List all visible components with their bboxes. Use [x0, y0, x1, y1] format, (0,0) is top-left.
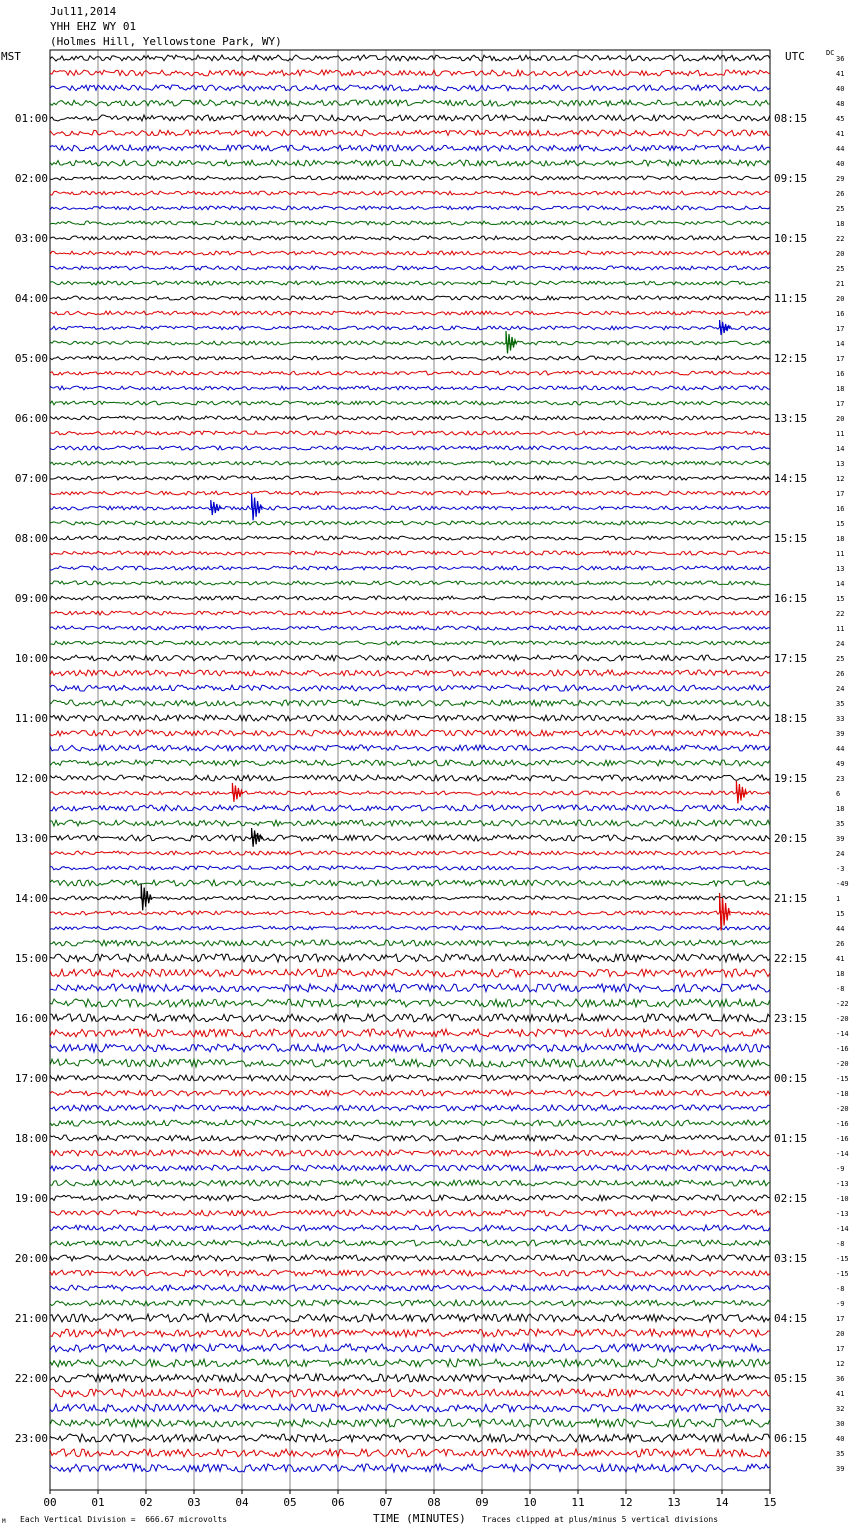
seismic-trace	[50, 835, 770, 841]
seismic-trace	[50, 130, 770, 136]
seismic-trace	[50, 176, 770, 180]
dc-offset-value: 26	[836, 940, 845, 948]
x-tick-label: 08	[427, 1496, 441, 1509]
x-tick-label: 02	[139, 1496, 153, 1509]
dc-offset-value: 24	[836, 850, 845, 858]
hour-label-mst: 15:00	[14, 952, 48, 965]
dc-offset-value: -20	[836, 1105, 849, 1113]
dc-offset-value: -20	[836, 1015, 849, 1023]
seismic-trace	[50, 1449, 770, 1457]
hour-label-utc: 10:15	[774, 232, 808, 245]
dc-offset-value: 20	[836, 415, 845, 423]
station-code: YHH EHZ WY 01	[50, 20, 137, 33]
x-tick-label: 06	[331, 1496, 345, 1509]
dc-offset-value: 18	[836, 970, 845, 978]
dc-offset-value: 39	[836, 835, 845, 843]
dc-offset-value: -8	[836, 1240, 845, 1248]
vertical-division-note: Each Vertical Division = 666.67 microvolts	[20, 1515, 228, 1524]
seismic-trace	[50, 1014, 770, 1022]
seismic-trace	[50, 1329, 770, 1337]
seismic-trace	[50, 1300, 770, 1306]
hour-label-mst: 18:00	[14, 1132, 48, 1145]
seismic-trace	[50, 1075, 770, 1081]
plot-frame	[50, 50, 770, 1490]
dc-offset-value: 25	[836, 205, 845, 213]
hour-label-utc: 20:15	[774, 832, 808, 845]
dc-offset-header: DC	[826, 49, 835, 57]
hour-label-mst: 19:00	[14, 1192, 48, 1205]
dc-offset-value: 22	[836, 235, 845, 243]
dc-offset-value: 13	[836, 460, 845, 468]
dc-offset-value: -13	[836, 1180, 849, 1188]
seismic-trace	[50, 1270, 770, 1276]
seismic-trace	[50, 326, 770, 330]
seismic-trace	[50, 775, 770, 781]
dc-offset-value: 45	[836, 115, 845, 123]
dc-offset-value: 15	[836, 595, 845, 603]
seismic-trace	[50, 506, 770, 510]
seismic-trace	[50, 341, 770, 345]
hour-label-mst: 04:00	[14, 292, 48, 305]
dc-offset-value: 41	[836, 130, 845, 138]
dc-offset-value: 20	[836, 250, 845, 258]
x-tick-label: 13	[667, 1496, 681, 1509]
seismic-trace	[50, 940, 770, 946]
hour-label-mst: 11:00	[14, 712, 48, 725]
logo-mark: M	[2, 1518, 6, 1525]
dc-offset-value: 21	[836, 280, 845, 288]
hour-label-utc: 02:15	[774, 1192, 808, 1205]
dc-offset-value: 15	[836, 520, 845, 528]
hour-label-mst: 20:00	[14, 1252, 48, 1265]
seismic-trace	[50, 1059, 770, 1067]
dc-offset-value: 25	[836, 655, 845, 663]
dc-offset-value: -15	[836, 1075, 849, 1083]
dc-offset-value: 18	[836, 535, 845, 543]
dc-offset-value: -9	[836, 1300, 845, 1308]
dc-offset-value: 40	[836, 85, 845, 93]
right-timezone-label: UTC	[785, 50, 805, 63]
hour-label-utc: 11:15	[774, 292, 808, 305]
seismic-trace	[50, 866, 770, 870]
dc-offset-value: -14	[836, 1225, 849, 1233]
dc-offset-value: 6	[836, 790, 841, 798]
x-tick-label: 11	[571, 1496, 585, 1509]
seismic-trace	[50, 1240, 770, 1246]
seismic-trace	[50, 851, 770, 855]
seismic-trace	[50, 896, 770, 900]
seismic-trace	[50, 70, 770, 76]
hour-label-utc: 08:15	[774, 112, 808, 125]
x-tick-label: 09	[475, 1496, 489, 1509]
seismic-trace	[50, 311, 770, 315]
dc-offset-value: 13	[836, 565, 845, 573]
dc-offset-value: 41	[836, 70, 845, 78]
hour-label-utc: 16:15	[774, 592, 808, 605]
hour-label-utc: 03:15	[774, 1252, 808, 1265]
hour-label-utc: 15:15	[774, 532, 808, 545]
dc-offset-value: 20	[836, 1330, 845, 1338]
hour-label-utc: 06:15	[774, 1432, 808, 1445]
seismic-trace	[50, 206, 770, 210]
seismic-trace	[50, 100, 770, 106]
seismic-trace	[50, 1135, 770, 1141]
seismic-trace	[50, 655, 770, 661]
seismic-trace	[50, 1105, 770, 1111]
seismic-trace	[50, 221, 770, 225]
seismic-event	[506, 331, 517, 354]
seismic-trace	[50, 356, 770, 360]
seismic-trace	[50, 911, 770, 915]
x-tick-label: 15	[763, 1496, 777, 1509]
seismic-trace	[50, 1150, 770, 1156]
dc-offset-value: -18	[836, 1090, 849, 1098]
dc-offset-value: 18	[836, 805, 845, 813]
seismic-trace	[50, 1029, 770, 1037]
seismic-trace	[50, 1464, 770, 1472]
seismic-trace	[50, 416, 770, 420]
dc-offset-value: -15	[836, 1255, 849, 1263]
hour-label-utc: 21:15	[774, 892, 808, 905]
seismic-trace	[50, 805, 770, 811]
hour-label-mst: 12:00	[14, 772, 48, 785]
hour-label-mst: 10:00	[14, 652, 48, 665]
seismic-trace	[50, 611, 770, 615]
seismic-trace	[50, 1344, 770, 1352]
x-tick-label: 12	[619, 1496, 633, 1509]
seismic-trace	[50, 880, 770, 886]
dc-offset-value: 40	[836, 160, 845, 168]
dc-offset-value: 40	[836, 1435, 845, 1443]
seismic-trace	[50, 1120, 770, 1126]
seismic-trace	[50, 984, 770, 992]
seismic-trace	[50, 281, 770, 285]
seismic-trace	[50, 820, 770, 826]
hour-label-mst: 05:00	[14, 352, 48, 365]
seismic-trace	[50, 1285, 770, 1291]
seismic-trace	[50, 626, 770, 630]
dc-offset-value: -10	[836, 1195, 849, 1203]
hour-label-utc: 01:15	[774, 1132, 808, 1145]
seismic-event	[736, 781, 747, 804]
hour-label-utc: 13:15	[774, 412, 808, 425]
seismic-trace	[50, 1434, 770, 1442]
seismic-trace	[50, 760, 770, 766]
seismic-trace	[50, 954, 770, 962]
dc-offset-value: 16	[836, 505, 845, 513]
seismic-trace	[50, 1180, 770, 1186]
dc-offset-value: 49	[836, 760, 845, 768]
hour-label-mst: 01:00	[14, 112, 48, 125]
dc-offset-value: -16	[836, 1135, 849, 1143]
seismic-trace	[50, 700, 770, 706]
dc-offset-value: 35	[836, 820, 845, 828]
dc-offset-value: 30	[836, 1420, 845, 1428]
seismic-trace	[50, 1210, 770, 1216]
dc-offset-value: 25	[836, 265, 845, 273]
x-tick-label: 10	[523, 1496, 537, 1509]
hour-label-mst: 21:00	[14, 1312, 48, 1325]
hour-label-utc: 19:15	[774, 772, 808, 785]
dc-offset-value: 41	[836, 955, 845, 963]
dc-offset-value: 16	[836, 370, 845, 378]
dc-offset-value: -49	[836, 880, 849, 888]
dc-offset-value: 39	[836, 730, 845, 738]
dc-offset-value: -20	[836, 1060, 849, 1068]
hour-label-mst: 06:00	[14, 412, 48, 425]
hour-label-utc: 22:15	[774, 952, 808, 965]
left-timezone-label: MST	[1, 50, 21, 63]
seismic-trace	[50, 401, 770, 405]
dc-offset-value: 15	[836, 910, 845, 918]
dc-offset-value: 12	[836, 475, 845, 483]
seismic-trace	[50, 926, 770, 930]
dc-offset-value: 17	[836, 400, 845, 408]
seismic-trace	[50, 999, 770, 1007]
seismic-event	[232, 783, 243, 802]
dc-offset-value: 23	[836, 775, 845, 783]
seismic-trace	[50, 596, 770, 600]
hour-label-mst: 13:00	[14, 832, 48, 845]
hour-label-mst: 17:00	[14, 1072, 48, 1085]
x-tick-label: 07	[379, 1496, 393, 1509]
dc-offset-value: 12	[836, 1360, 845, 1368]
seismic-trace	[50, 251, 770, 255]
seismic-trace	[50, 296, 770, 300]
dc-offset-value: 17	[836, 355, 845, 363]
dc-offset-value: 35	[836, 700, 845, 708]
seismic-trace	[50, 1359, 770, 1367]
station-location: (Holmes Hill, Yellowstone Park, WY)	[50, 35, 282, 48]
dc-offset-value: 36	[836, 1375, 845, 1383]
dc-offset-value: 17	[836, 325, 845, 333]
hour-label-mst: 22:00	[14, 1372, 48, 1385]
x-axis-title: TIME (MINUTES)	[373, 1512, 466, 1525]
hour-label-utc: 17:15	[774, 652, 808, 665]
dc-offset-value: 44	[836, 925, 845, 933]
seismic-trace	[50, 551, 770, 555]
seismic-event	[252, 494, 263, 520]
hour-label-mst: 02:00	[14, 172, 48, 185]
dc-offset-value: -15	[836, 1270, 849, 1278]
seismic-trace	[50, 1044, 770, 1052]
seismic-trace	[50, 566, 770, 570]
hour-label-mst: 07:00	[14, 472, 48, 485]
hour-label-utc: 14:15	[774, 472, 808, 485]
x-tick-label: 03	[187, 1496, 201, 1509]
dc-offset-value: -8	[836, 985, 845, 993]
seismic-trace	[50, 1255, 770, 1261]
x-tick-label: 05	[283, 1496, 297, 1509]
seismic-trace	[50, 431, 770, 435]
dc-offset-value: 48	[836, 100, 845, 108]
hour-label-utc: 09:15	[774, 172, 808, 185]
seismic-trace	[50, 160, 770, 166]
hour-label-mst: 14:00	[14, 892, 48, 905]
hour-label-mst: 08:00	[14, 532, 48, 545]
dc-offset-value: 22	[836, 610, 845, 618]
dc-offset-value: 29	[836, 175, 845, 183]
seismic-trace	[50, 461, 770, 465]
dc-offset-value: 20	[836, 295, 845, 303]
dc-offset-value: 17	[836, 1345, 845, 1353]
seismic-trace	[50, 145, 770, 151]
seismic-trace	[50, 1404, 770, 1412]
seismic-trace	[50, 491, 770, 495]
dc-offset-value: -22	[836, 1000, 849, 1008]
seismic-trace	[50, 1419, 770, 1427]
x-tick-label: 04	[235, 1496, 249, 1509]
seismic-trace	[50, 670, 770, 676]
dc-offset-value: -3	[836, 865, 845, 873]
seismic-trace	[50, 791, 770, 795]
seismic-trace	[50, 446, 770, 450]
clip-note: Traces clipped at plus/minus 5 vertical divisions	[482, 1515, 719, 1524]
dc-offset-value: -16	[836, 1045, 849, 1053]
dc-offset-value: 16	[836, 310, 845, 318]
x-tick-label: 14	[715, 1496, 729, 1509]
seismic-trace	[50, 476, 770, 480]
x-tick-label: 01	[91, 1496, 105, 1509]
dc-offset-value: 26	[836, 190, 845, 198]
seismic-trace	[50, 1389, 770, 1397]
hour-label-utc: 00:15	[774, 1072, 808, 1085]
record-date: Jul11,2014	[50, 5, 117, 18]
seismic-trace	[50, 685, 770, 691]
dc-offset-value: -14	[836, 1030, 849, 1038]
seismic-trace	[50, 371, 770, 375]
seismic-trace	[50, 85, 770, 91]
hour-label-mst: 09:00	[14, 592, 48, 605]
seismic-trace	[50, 969, 770, 977]
dc-offset-value: 35	[836, 1450, 845, 1458]
dc-offset-value: 14	[836, 340, 845, 348]
hour-label-mst: 16:00	[14, 1012, 48, 1025]
seismic-trace	[50, 1195, 770, 1201]
dc-offset-value: 11	[836, 550, 845, 558]
seismic-trace	[50, 386, 770, 390]
dc-offset-value: 14	[836, 580, 845, 588]
x-tick-label: 00	[43, 1496, 57, 1509]
seismic-trace	[50, 745, 770, 751]
dc-offset-value: 18	[836, 385, 845, 393]
seismic-trace	[50, 236, 770, 240]
dc-offset-value: 18	[836, 220, 845, 228]
dc-offset-value: -14	[836, 1150, 849, 1158]
seismic-trace	[50, 715, 770, 721]
hour-label-utc: 23:15	[774, 1012, 808, 1025]
seismic-trace	[50, 521, 770, 525]
seismic-trace	[50, 115, 770, 121]
dc-offset-value: 41	[836, 1390, 845, 1398]
dc-offset-value: 11	[836, 625, 845, 633]
dc-offset-value: 24	[836, 640, 845, 648]
dc-offset-value: 44	[836, 745, 845, 753]
dc-offset-value: -8	[836, 1285, 845, 1293]
seismic-trace	[50, 730, 770, 736]
hour-label-utc: 18:15	[774, 712, 808, 725]
hour-label-utc: 05:15	[774, 1372, 808, 1385]
hour-label-mst: 03:00	[14, 232, 48, 245]
seismic-trace	[50, 1090, 770, 1096]
seismic-trace	[50, 536, 770, 540]
hour-label-utc: 12:15	[774, 352, 808, 365]
seismic-trace	[50, 55, 770, 61]
dc-offset-value: 26	[836, 670, 845, 678]
dc-offset-value: 11	[836, 430, 845, 438]
dc-offset-value: 14	[836, 445, 845, 453]
dc-offset-value: -9	[836, 1165, 845, 1173]
dc-offset-value: 17	[836, 1315, 845, 1323]
hour-label-mst: 23:00	[14, 1432, 48, 1445]
seismic-trace	[50, 1165, 770, 1171]
dc-offset-value: 24	[836, 685, 845, 693]
seismic-trace	[50, 581, 770, 585]
seismic-trace	[50, 641, 770, 645]
seismic-trace	[50, 266, 770, 270]
seismic-trace	[50, 1225, 770, 1231]
dc-offset-value: 17	[836, 490, 845, 498]
dc-offset-value: -16	[836, 1120, 849, 1128]
dc-offset-value: 32	[836, 1405, 845, 1413]
dc-offset-value: 33	[836, 715, 845, 723]
seismic-trace	[50, 1374, 770, 1382]
dc-offset-value: 39	[836, 1465, 845, 1473]
dc-offset-value: 1	[836, 895, 841, 903]
dc-offset-value: -13	[836, 1210, 849, 1218]
dc-offset-value: 44	[836, 145, 845, 153]
seismic-trace	[50, 191, 770, 195]
dc-offset-value: 36	[836, 55, 845, 63]
seismic-trace	[50, 1314, 770, 1322]
hour-label-utc: 04:15	[774, 1312, 808, 1325]
